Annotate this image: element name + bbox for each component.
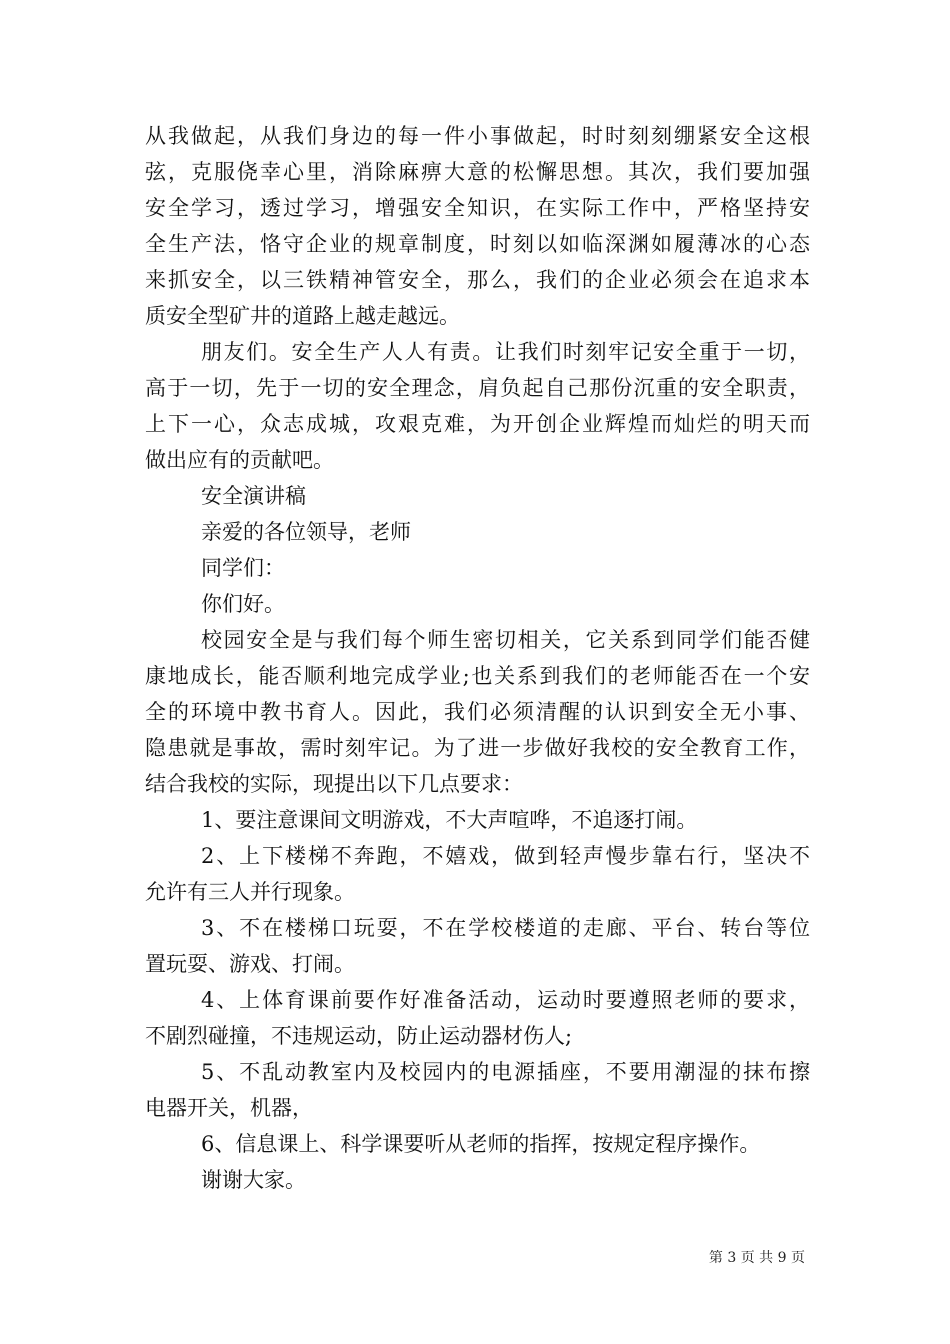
page-number-footer: 第 3 页 共 9 页: [708, 1250, 805, 1266]
greeting: 你们好。: [201, 592, 285, 616]
text-line: 高于一切，先于一切的安全理念，肩负起自己那份沉重的安全职责，: [145, 376, 810, 400]
list-item: 4、上体育课前要作好准备活动，运动时要遵照老师的要求，: [201, 988, 810, 1012]
text-line: 校园安全是与我们每个师生密切相关，它关系到同学们能否健: [201, 628, 810, 652]
text-line: 安全学习，透过学习，增强安全知识，在实际工作中，严格坚持安: [145, 196, 810, 220]
list-item-continuation: 置玩耍、游戏、打闹。: [145, 952, 355, 976]
text-line: 弦，克服侥幸心里，消除麻痹大意的松懈思想。其次，我们要加强: [145, 160, 810, 184]
text-line: 隐患就是事故，需时刻牢记。为了进一步做好我校的安全教育工作，: [145, 736, 810, 760]
speech-title: 安全演讲稿: [201, 484, 306, 508]
list-item: 2、上下楼梯不奔跑，不嬉戏，做到轻声慢步靠右行，坚决不: [201, 844, 810, 868]
text-line: 朋友们。安全生产人人有责。让我们时刻牢记安全重于一切，: [201, 340, 810, 364]
list-item: 6、信息课上、科学课要听从老师的指挥，按规定程序操作。: [201, 1132, 761, 1156]
body-text: [145, 118, 810, 1198]
salutation: 同学们：: [201, 556, 285, 580]
text-line: 结合我校的实际，现提出以下几点要求：: [145, 772, 523, 796]
text-line: 质安全型矿井的道路上越走越远。: [145, 304, 460, 328]
text-line: 上下一心，众志成城，攻艰克难，为开创企业辉煌而灿烂的明天而: [145, 412, 810, 436]
list-item: 5、不乱动教室内及校园内的电源插座，不要用潮湿的抹布擦: [201, 1060, 810, 1084]
closing: 谢谢大家。: [201, 1168, 306, 1192]
text-line: 做出应有的贡献吧。: [145, 448, 334, 472]
list-item: 1、要注意课间文明游戏，不大声喧哗，不追逐打闹。: [201, 808, 698, 832]
list-item-continuation: 允许有三人并行现象。: [145, 880, 355, 904]
salutation: 亲爱的各位领导，老师: [201, 520, 411, 544]
text-line: 全生产法，恪守企业的规章制度，时刻以如临深渊如履薄冰的心态: [145, 232, 810, 256]
text-line: 全的环境中教书育人。因此，我们必须清醒的认识到安全无小事、: [145, 700, 810, 724]
text-line: 从我做起，从我们身边的每一件小事做起，时时刻刻绷紧安全这根: [145, 124, 810, 148]
text-line: 康地成长，能否顺利地完成学业;也关系到我们的老师能否在一个安: [145, 664, 810, 688]
list-item: 3、不在楼梯口玩耍，不在学校楼道的走廊、平台、转台等位: [201, 916, 810, 940]
list-item-continuation: 不剧烈碰撞，不违规运动，防止运动器材伤人;: [145, 1024, 573, 1048]
text-line: 来抓安全，以三铁精神管安全，那么，我们的企业必须会在追求本: [145, 268, 810, 292]
list-item-continuation: 电器开关，机器，: [145, 1096, 313, 1120]
